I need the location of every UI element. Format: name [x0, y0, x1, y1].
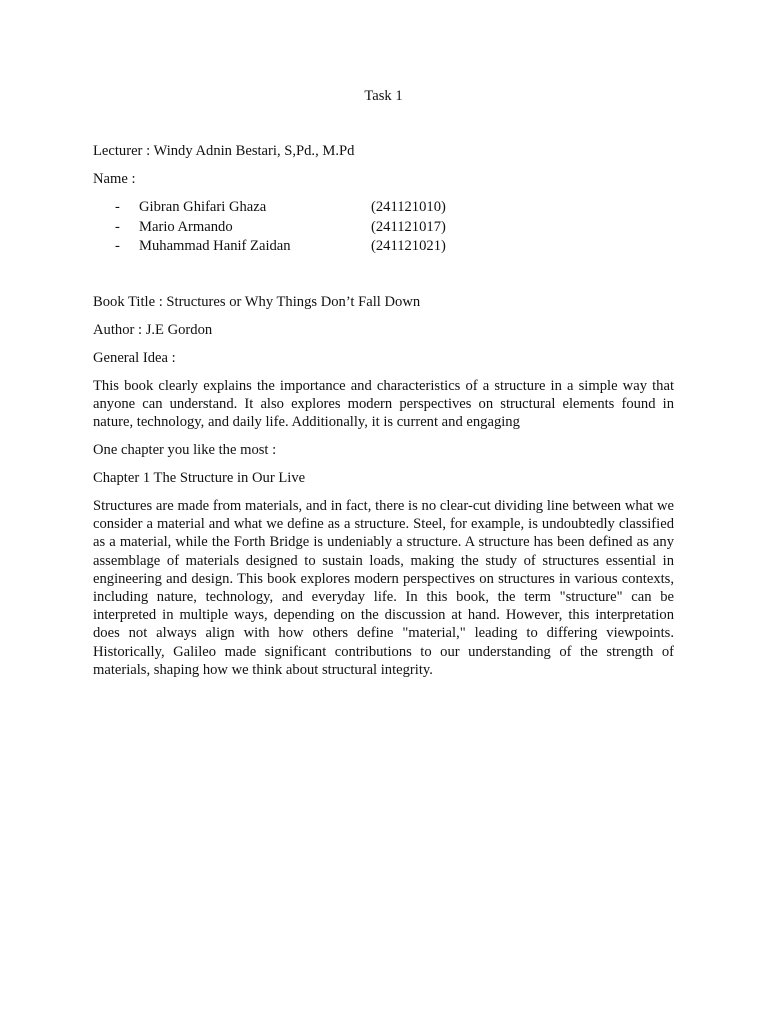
- list-bullet: -: [115, 199, 120, 215]
- chapter-title: Chapter 1 The Structure in Our Live: [93, 470, 306, 486]
- author-line: Author : J.E Gordon: [93, 322, 213, 338]
- document-title: Task 1: [364, 88, 403, 104]
- list-bullet: -: [115, 238, 120, 254]
- general-idea-paragraph: This book clearly explains the importance and characteristics of a structure in a simple way that anyone can understand. It also explores modern perspectives on structural elements found in nature, technology, and daily life. Additionally, it is current and engaging: [93, 378, 674, 431]
- member-list: [93, 198, 674, 257]
- general-idea-label: General Idea :: [93, 350, 176, 366]
- member-id: (241121010): [371, 199, 446, 215]
- member-item: [93, 198, 674, 218]
- member-name: Gibran Ghifari Ghaza: [139, 199, 267, 215]
- member-item: [93, 218, 674, 238]
- member-name: Muhammad Hanif Zaidan: [139, 238, 291, 254]
- list-bullet: -: [115, 218, 120, 235]
- member-name: Mario Armando: [139, 218, 233, 235]
- name-label: Name :: [93, 171, 136, 187]
- book-title-line: Book Title : Structures or Why Things Don’t Fall Down: [93, 294, 421, 310]
- document-page: [93, 0, 674, 1024]
- favorite-chapter-label: One chapter you like the most :: [93, 442, 277, 458]
- member-item: [93, 237, 674, 257]
- chapter-paragraph: Structures are made from materials, and in fact, there is no clear-cut dividing line between what we consider a material and what we define as a structure. Steel, for example, is undoubtedly classified as a material, while the Forth Bridge is undeniably a structure. A structure has been defined as any assemblage of materials designed to sustain loads, making the study of structures essential in engineering and design. This book explores modern perspectives on structures in various contexts, including nature, technology, and everyday life. In this book, the term "structure" can be interpreted in multiple ways, depending on the discussion at hand. However, this interpretation does not always align with how others define "material," leading to differing viewpoints. Historically, Galileo made significant contributions to our understanding of the strength of materials, shaping how we think about structural integrity.: [93, 498, 674, 678]
- lecturer-line: Lecturer : Windy Adnin Bestari, S,Pd., M.Pd: [93, 143, 355, 159]
- member-id: (241121017): [371, 218, 446, 235]
- member-id: (241121021): [371, 238, 446, 254]
